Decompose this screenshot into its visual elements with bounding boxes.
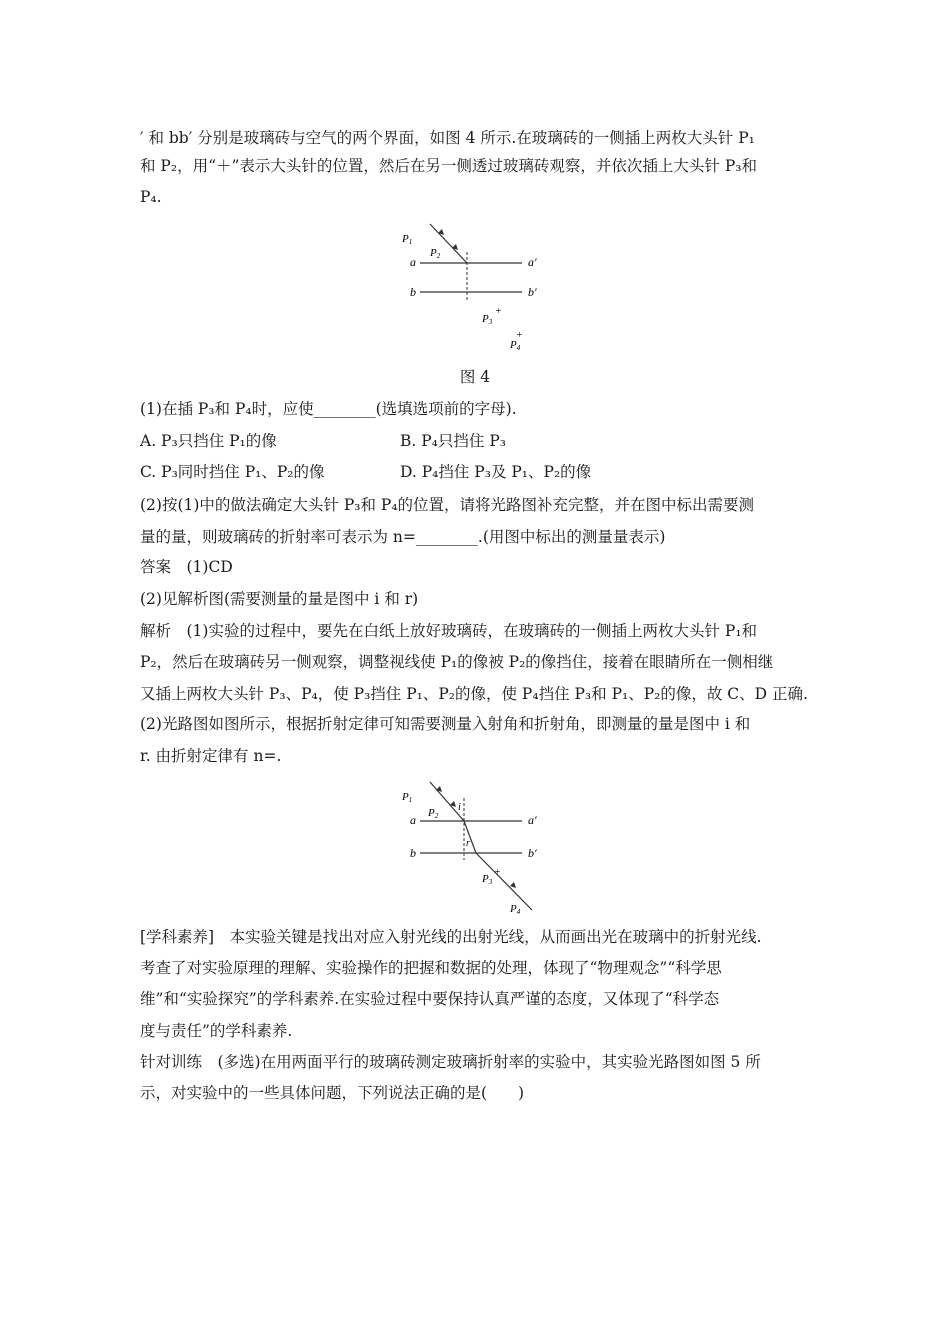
figure-solution-diagram — [400, 778, 550, 918]
label-a-prime: a′ — [528, 255, 537, 269]
label-p1: P1 — [402, 791, 413, 804]
answer-line-1: 答案 (1)CD — [140, 558, 233, 576]
label-p3: P3 — [482, 873, 493, 886]
literacy-line-2: 考查了对实验原理的理解、实验操作的把握和数据的处理，体现了“物理观念”“科学思 — [140, 959, 722, 977]
intro-line-2: 和 P₂，用“＋”表示大头针的位置，然后在另一侧透过玻璃砖观察，并依次插上大头针 P₃和 — [140, 157, 757, 175]
label-a: a — [410, 255, 416, 269]
intro-line-1: ′ 和 bb′ 分别是玻璃砖与空气的两个界面，如图 4 所示.在玻璃砖的一侧插上两枚大头针 P₁ — [140, 129, 755, 147]
analysis-line-5: r. 由折射定律有 n=. — [140, 747, 282, 765]
intro-line-3: P₄. — [140, 188, 162, 206]
question-2-line-1: (2)按(1)中的做法确定大头针 P₃和 P₄的位置，请将光路图补充完整，并在图中标出需要测 — [140, 496, 755, 514]
label-angle-i: i — [458, 802, 461, 813]
question-1-stem: (1)在插 P₃和 P₄时，应使________(选填选项前的字母). — [140, 400, 517, 418]
literacy-line-4: 度与责任”的学科素养. — [140, 1022, 293, 1040]
literacy-line-3: 维”和“实验探究”的学科素养.在实验过程中要保持认真严谨的态度，又体现了“科学态 — [140, 990, 720, 1008]
label-p4: P4 — [510, 903, 521, 916]
option-a — [140, 430, 820, 452]
analysis-line-3: 又插上两枚大头针 P₃、P₄，使 P₃挡住 P₁、P₂的像，使 P₄挡住 P₃和 P₁、P₂的像，故 C、D 正确. — [140, 685, 808, 703]
incident-arrow-2 — [452, 244, 458, 250]
analysis-line-4: (2)光路图如图所示，根据折射定律可知需要测量入射角和折射角，即测量的量是图中 i 和 — [140, 715, 751, 733]
pin-p4-plus: + — [516, 330, 523, 341]
label-p2: P2 — [430, 247, 441, 260]
option-b-text: B. P₄只挡住 P₃ — [400, 432, 506, 450]
practice-line-2: 示，对实验中的一些具体问题，下列说法正确的是( ) — [140, 1084, 525, 1102]
pin-p3-plus: + — [495, 306, 502, 317]
option-a-text: A. P₃只挡住 P₁的像 — [140, 432, 277, 450]
label-a: a — [410, 813, 416, 827]
figure-4-diagram — [400, 218, 550, 358]
practice-line-1: 针对训练 (多选)在用两面平行的玻璃砖测定玻璃折射率的实验中，其实验光路图如图 5 所 — [140, 1053, 761, 1071]
incident-arrow-1 — [436, 786, 442, 792]
figure-solution — [400, 778, 550, 918]
option-d-text: D. P₄挡住 P₃及 P₁、P₂的像 — [400, 463, 592, 481]
label-b: b — [410, 285, 416, 299]
label-b: b — [410, 846, 416, 860]
label-p4: P4 — [510, 339, 521, 352]
option-c — [140, 461, 820, 483]
answer-line-2: (2)见解析图(需要测量的量是图中 i 和 r) — [140, 590, 419, 608]
question-2-line-2: 量的量，则玻璃砖的折射率可表示为 n=________.(用图中标出的测量量表示) — [140, 528, 666, 546]
literacy-line-1: [学科素养] 本实验关键是找出对应入射光线的出射光线，从而画出光在玻璃中的折射光线. — [140, 928, 762, 946]
label-b-prime: b′ — [528, 285, 537, 299]
analysis-line-2: P₂，然后在玻璃砖另一侧观察，调整视线使 P₁的像被 P₂的像挡住，接着在眼睛所在一侧相继 — [140, 653, 774, 671]
label-b-prime: b′ — [528, 846, 537, 860]
figure-4 — [400, 218, 550, 358]
label-a-prime: a′ — [528, 813, 537, 827]
figure-4-caption: 图 4 — [459, 368, 491, 386]
label-p2: P2 — [428, 807, 439, 820]
analysis-line-1: 解析 (1)实验的过程中，要先在白纸上放好玻璃砖，在玻璃砖的一侧插上两枚大头针 P₁和 — [140, 622, 758, 640]
label-angle-r: r — [466, 838, 470, 849]
label-p1: P1 — [402, 233, 413, 246]
option-c-text: C. P₃同时挡住 P₁、P₂的像 — [140, 463, 325, 481]
label-p3: P3 — [482, 313, 493, 326]
emergent-arrow — [510, 882, 516, 888]
pin-p3-plus: + — [494, 867, 501, 878]
